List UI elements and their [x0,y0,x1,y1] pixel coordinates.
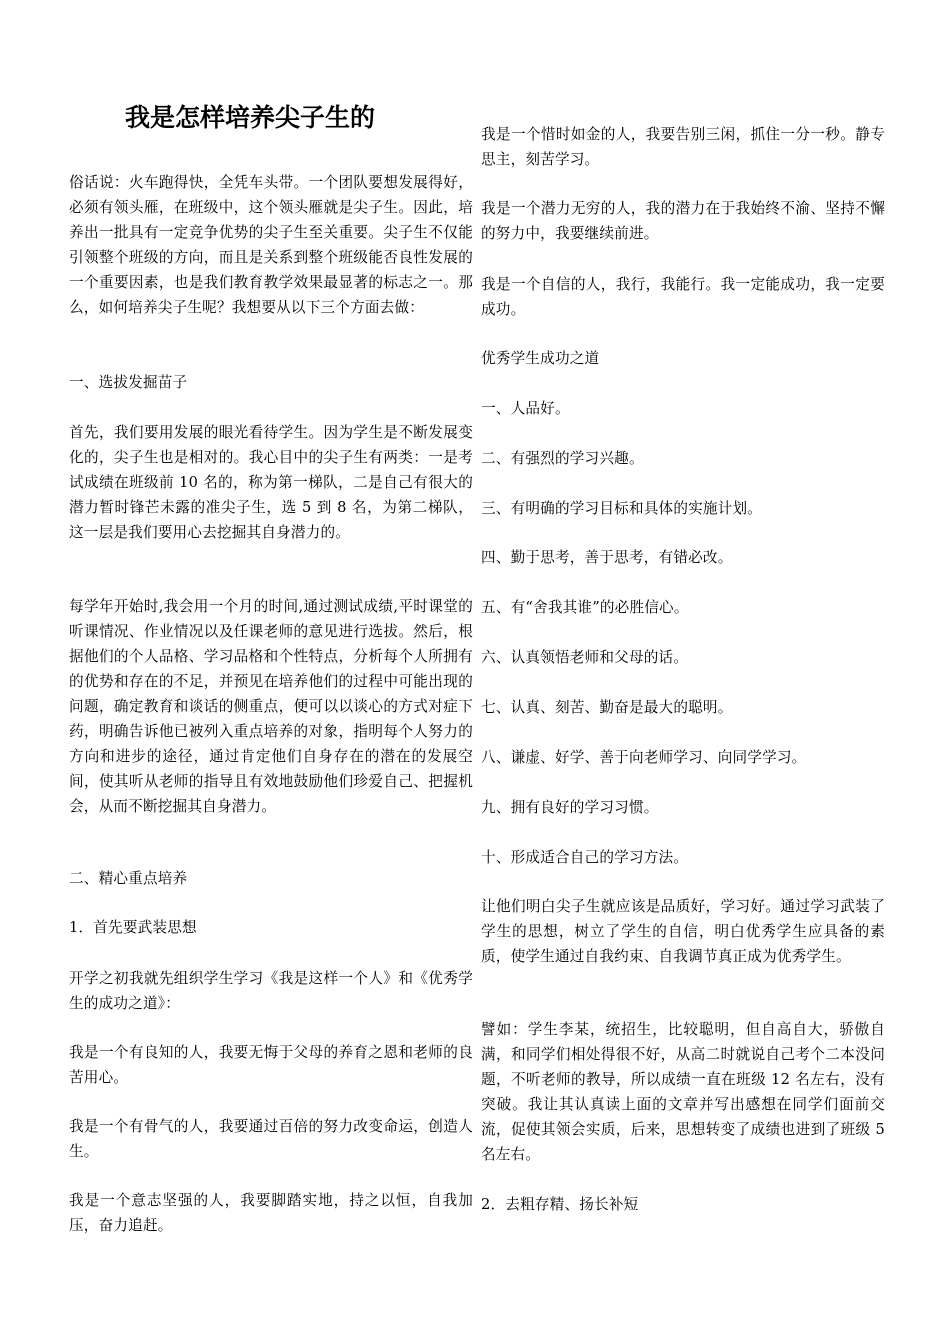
success-item-3: 三、有明确的学习目标和具体的实施计划。 [481,500,763,517]
creed-item-1: 我是一个有良知的人，我要无悔于父母的养育之恩和老师的良苦用心。 [69,1044,473,1086]
success-item-10: 十、形成适合自己的学习方法。 [481,849,689,866]
paragraph-summary: 让他们明白尖子生就应该是品质好，学习好。通过学习武装了学生的思想，树立了学生的自信，明白优秀学生应具备的素质，使学生通过自我约束、自我调节真正成为优秀学生。 [481,898,885,965]
section-heading-1: 一、选拔发掘苗子 [69,374,188,391]
paragraph-study-texts: 开学之初我就先组织学生学习《我是这样一个人》和《优秀学生的成功之道》： [69,970,473,1012]
creed-item-6: 我是一个自信的人，我行，我能行。我一定能成功，我一定要成功。 [481,276,885,318]
creed-item-5: 我是一个潜力无穷的人，我的潜力在于我始终不渝、坚持不懈的努力中，我要继续前进。 [481,200,885,242]
creed-item-4: 我是一个惜时如金的人，我要告别三闲，抓住一分一秒。静专思主，刻苦学习。 [481,126,885,168]
creed-item-2: 我是一个有骨气的人，我要通过百倍的努力改变命运，创造人生。 [69,1118,473,1160]
paragraph-example: 譬如：学生李某，统招生，比较聪明，但自高自大，骄傲自满，和同学们相处得很不好，从高二时就说自己考个二本没问题，不听老师的教导，所以成绩一直在班级 12 名左右，没有突破。我让其认真读上面的文章并写出感想在同学们面前交流，促使其领会实质，后来，思想转变了成绩也进到了班级 5 名左右。 [481,1021,885,1163]
success-heading: 优秀学生成功之道 [481,350,600,367]
paragraph-selection: 首先，我们要用发展的眼光看待学生。因为学生是不断发展变化的，尖子生也是相对的。我心目中的尖子生有两类：一是考试成绩在班级前 10 名的，称为第一梯队，二是自己有很大的潜力暂时锋芒未露的准尖子生，选 5 到 8 名，为第二梯队，这一层是我们要用心去挖掘其自身潜力的。 [69,424,473,541]
paragraph-intro: 俗话说：火车跑得快，全凭车头带。一个团队要想发展得好，必须有领头雁，在班级中，这个领头雁就是尖子生。因此，培养出一批具有一定竞争优势的尖子生至关重要。尖子生不仅能引领整个班级的方向，而且是关系到整个班级能否良性发展的一个重要因素，也是我们教育教学效果最显著的标志之一。那么，如何培养尖子生呢？我想要从以下三个方面去做： [69,174,473,316]
document-title: 我是怎样培养尖子生的 [125,103,376,132]
success-item-4: 四、勤于思考，善于思考，有错必改。 [481,549,733,566]
success-item-5: 五、有“舍我其谁”的必胜信心。 [481,599,689,616]
success-item-6: 六、认真领悟老师和父母的话。 [481,649,689,666]
creed-item-3: 我是一个意志坚强的人，我要脚踏实地，持之以恒，自我加压，奋力追赶。 [69,1192,473,1234]
section-heading-2: 二、精心重点培养 [69,870,188,887]
success-item-9: 九、拥有良好的学习习惯。 [481,799,659,816]
success-item-8: 八、谦虚、好学、善于向老师学习、向同学学习。 [481,749,807,766]
subheading-2: 2．去粗存精、扬长补短 [481,1196,639,1213]
success-item-2: 二、有强烈的学习兴趣。 [481,450,644,467]
paragraph-selection-method: 每学年开始时,我会用一个月的时间,通过测试成绩,平时课堂的听课情况、作业情况以及任课老师的意见进行选拔。然后，根据他们的个人品格、学习品格和个性特点，分析每个人所拥有的优势和存在的不足，并预见在培养他们的过程中可能出现的问题，确定教育和谈话的侧重点，便可以以谈心的方式对症下药，明确告诉他已被列入重点培养的对象，指明每个人努力的方向和进步的途径，通过肯定他们自身存在的潜在的发展空间，使其听从老师的指导且有效地鼓励他们珍爱自己、把握机会，从而不断挖掘其自身潜力。 [69,598,473,815]
success-item-1: 一、人品好。 [481,400,570,417]
subheading-1: 1．首先要武装思想 [69,919,197,936]
success-item-7: 七、认真、刻苦、勤奋是最大的聪明。 [481,699,733,716]
